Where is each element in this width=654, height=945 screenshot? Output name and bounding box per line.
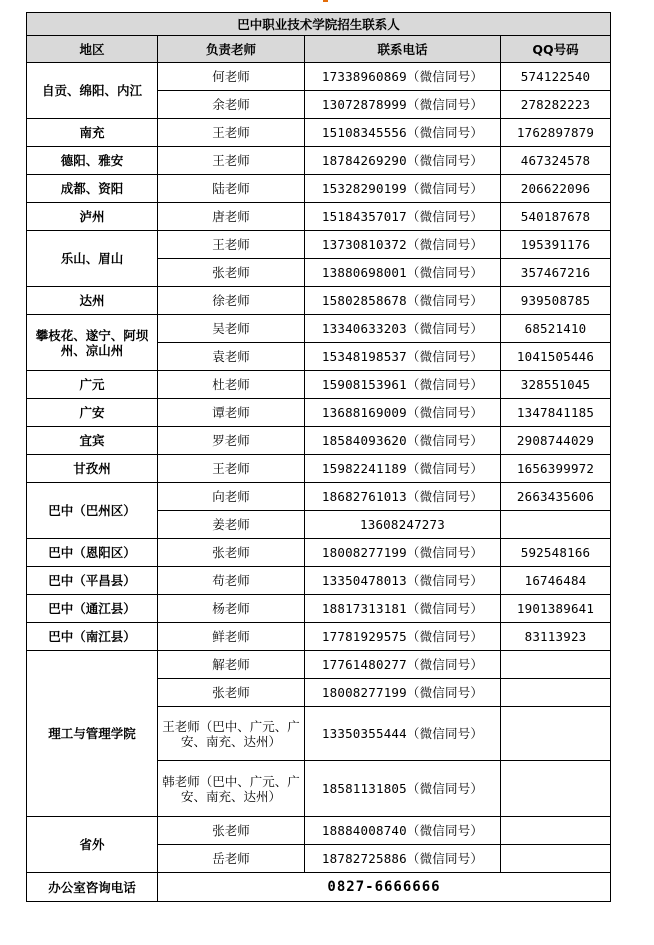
office-label: 办公室咨询电话 [27, 873, 158, 902]
phone-cell: 15108345556（微信同号） [305, 119, 501, 147]
phone-cell: 15982241189（微信同号） [305, 455, 501, 483]
qq-cell: 16746484 [501, 567, 611, 595]
region-cell: 自贡、绵阳、内江 [27, 63, 158, 119]
teacher-cell: 袁老师 [158, 343, 305, 371]
table-row [27, 623, 611, 651]
teacher-cell: 苟老师 [158, 567, 305, 595]
teacher-cell: 唐老师 [158, 203, 305, 231]
teacher-cell: 徐老师 [158, 287, 305, 315]
teacher-cell: 韩老师（巴中、广元、广安、南充、达州） [158, 761, 305, 817]
header-phone: 联系电话 [305, 36, 501, 63]
phone-cell: 13730810372（微信同号） [305, 231, 501, 259]
office-row [27, 873, 611, 902]
region-cell: 理工与管理学院 [27, 651, 158, 817]
qq-cell [501, 679, 611, 707]
header-qq: QQ号码 [501, 36, 611, 63]
table-row [27, 651, 611, 679]
teacher-cell: 张老师 [158, 679, 305, 707]
qq-cell: 206622096 [501, 175, 611, 203]
phone-cell: 13688169009（微信同号） [305, 399, 501, 427]
region-cell: 巴中（平昌县） [27, 567, 158, 595]
table-row [27, 231, 611, 259]
qq-cell: 1347841185 [501, 399, 611, 427]
table-row [27, 147, 611, 175]
header-region: 地区 [27, 36, 158, 63]
region-cell: 巴中（南江县） [27, 623, 158, 651]
teacher-cell: 谭老师 [158, 399, 305, 427]
teacher-cell: 鲜老师 [158, 623, 305, 651]
region-cell: 攀枝花、遂宁、阿坝州、凉山州 [27, 315, 158, 371]
header-row [27, 36, 611, 63]
contacts-table [26, 12, 611, 902]
teacher-cell: 姜老师 [158, 511, 305, 539]
office-phone: 0827-6666666 [158, 873, 611, 902]
phone-cell: 13880698001（微信同号） [305, 259, 501, 287]
qq-cell [501, 651, 611, 679]
teacher-cell: 王老师 [158, 455, 305, 483]
region-cell: 泸州 [27, 203, 158, 231]
qq-cell [501, 761, 611, 817]
qq-cell: 1041505446 [501, 343, 611, 371]
region-cell: 巴中（恩阳区） [27, 539, 158, 567]
phone-cell: 13350478013（微信同号） [305, 567, 501, 595]
teacher-cell: 张老师 [158, 539, 305, 567]
table-row [27, 287, 611, 315]
qq-cell: 68521410 [501, 315, 611, 343]
table-row [27, 817, 611, 845]
qq-cell: 2908744029 [501, 427, 611, 455]
qq-cell: 278282223 [501, 91, 611, 119]
qq-cell: 328551045 [501, 371, 611, 399]
header-teacher: 负责老师 [158, 36, 305, 63]
phone-cell: 18584093620（微信同号） [305, 427, 501, 455]
qq-cell: 2663435606 [501, 483, 611, 511]
phone-cell: 18817313181（微信同号） [305, 595, 501, 623]
table-row [27, 119, 611, 147]
phone-cell: 15348198537（微信同号） [305, 343, 501, 371]
phone-cell: 17338960869（微信同号） [305, 63, 501, 91]
phone-cell: 15908153961（微信同号） [305, 371, 501, 399]
qq-cell [501, 817, 611, 845]
phone-cell: 18682761013（微信同号） [305, 483, 501, 511]
qq-cell [501, 707, 611, 761]
teacher-cell: 罗老师 [158, 427, 305, 455]
phone-cell: 17761480277（微信同号） [305, 651, 501, 679]
qq-cell: 1901389641 [501, 595, 611, 623]
region-cell: 甘孜州 [27, 455, 158, 483]
region-cell: 广安 [27, 399, 158, 427]
phone-cell: 17781929575（微信同号） [305, 623, 501, 651]
region-cell: 省外 [27, 817, 158, 873]
table-row [27, 595, 611, 623]
phone-cell: 18008277199（微信同号） [305, 539, 501, 567]
region-cell: 乐山、眉山 [27, 231, 158, 287]
table-row [27, 427, 611, 455]
phone-cell: 18008277199（微信同号） [305, 679, 501, 707]
qq-cell: 592548166 [501, 539, 611, 567]
region-cell: 巴中（通江县） [27, 595, 158, 623]
teacher-cell: 杜老师 [158, 371, 305, 399]
qq-cell: 574122540 [501, 63, 611, 91]
qq-cell [501, 845, 611, 873]
qq-cell: 1656399972 [501, 455, 611, 483]
table-title: 巴中职业技术学院招生联系人 [27, 13, 611, 36]
teacher-cell: 吴老师 [158, 315, 305, 343]
qq-cell: 1762897879 [501, 119, 611, 147]
region-cell: 巴中（巴州区） [27, 483, 158, 539]
region-cell: 达州 [27, 287, 158, 315]
qq-cell: 195391176 [501, 231, 611, 259]
table-row [27, 175, 611, 203]
orange-mark [323, 0, 328, 2]
teacher-cell: 王老师 [158, 119, 305, 147]
title-row [27, 13, 611, 36]
qq-cell [501, 511, 611, 539]
teacher-cell: 王老师 [158, 147, 305, 175]
table-row [27, 539, 611, 567]
phone-cell: 13340633203（微信同号） [305, 315, 501, 343]
teacher-cell: 张老师 [158, 817, 305, 845]
phone-cell: 18782725886（微信同号） [305, 845, 501, 873]
table-row [27, 455, 611, 483]
teacher-cell: 何老师 [158, 63, 305, 91]
table-row [27, 399, 611, 427]
phone-cell: 13350355444（微信同号） [305, 707, 501, 761]
teacher-cell: 王老师（巴中、广元、广安、南充、达州） [158, 707, 305, 761]
table-row [27, 567, 611, 595]
region-cell: 成都、资阳 [27, 175, 158, 203]
qq-cell: 540187678 [501, 203, 611, 231]
teacher-cell: 陆老师 [158, 175, 305, 203]
qq-cell: 357467216 [501, 259, 611, 287]
teacher-cell: 张老师 [158, 259, 305, 287]
table-row [27, 203, 611, 231]
table-row [27, 483, 611, 511]
teacher-cell: 杨老师 [158, 595, 305, 623]
phone-cell: 18581131805（微信同号） [305, 761, 501, 817]
qq-cell: 467324578 [501, 147, 611, 175]
region-cell: 宜宾 [27, 427, 158, 455]
table-row [27, 315, 611, 343]
qq-cell: 939508785 [501, 287, 611, 315]
phone-cell: 18784269290（微信同号） [305, 147, 501, 175]
table-row [27, 63, 611, 91]
teacher-cell: 王老师 [158, 231, 305, 259]
region-cell: 德阳、雅安 [27, 147, 158, 175]
phone-cell: 13072878999（微信同号） [305, 91, 501, 119]
teacher-cell: 余老师 [158, 91, 305, 119]
teacher-cell: 解老师 [158, 651, 305, 679]
region-cell: 广元 [27, 371, 158, 399]
region-cell: 南充 [27, 119, 158, 147]
phone-cell: 15328290199（微信同号） [305, 175, 501, 203]
teacher-cell: 岳老师 [158, 845, 305, 873]
table-row [27, 371, 611, 399]
phone-cell: 15184357017（微信同号） [305, 203, 501, 231]
teacher-cell: 向老师 [158, 483, 305, 511]
phone-cell: 15802858678（微信同号） [305, 287, 501, 315]
qq-cell: 83113923 [501, 623, 611, 651]
phone-cell: 13608247273 [305, 511, 501, 539]
phone-cell: 18884008740（微信同号） [305, 817, 501, 845]
